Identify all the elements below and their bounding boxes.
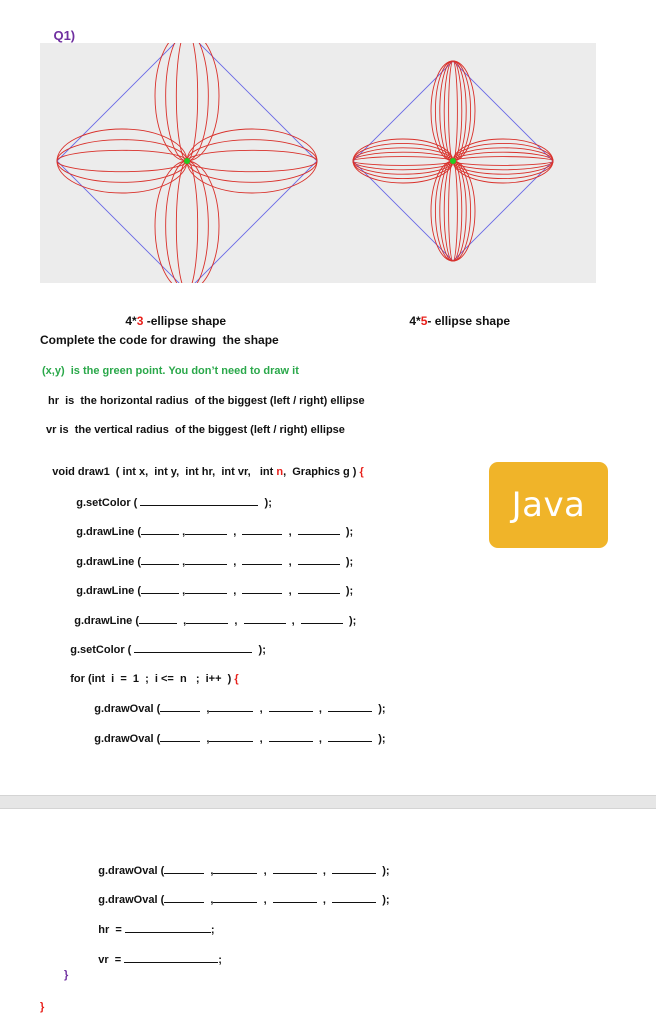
bottom-ellipse <box>444 161 462 261</box>
bottom-ellipse <box>449 161 458 261</box>
ellipse-shape-4x3 <box>57 43 317 283</box>
answer-blank[interactable] <box>209 702 253 712</box>
answer-blank[interactable] <box>185 584 227 594</box>
right-ellipse <box>187 129 317 193</box>
set-color-line-1: g.setColor ( ); <box>76 497 272 509</box>
java-badge <box>489 462 608 548</box>
left-ellipse <box>353 139 453 183</box>
green-center-point <box>184 158 190 164</box>
draw-line-1: g.drawLine ( , , , ); <box>76 526 354 538</box>
top-ellipse <box>166 43 209 161</box>
answer-blank[interactable] <box>141 525 179 535</box>
left-ellipse <box>353 143 453 178</box>
set-color-line-2: g.setColor ( ); <box>70 644 266 656</box>
for-loop-close-brace: } <box>64 969 69 981</box>
draw-line-4: g.drawLine ( , , , ); <box>74 615 357 627</box>
answer-blank[interactable] <box>242 555 282 565</box>
answer-blank[interactable] <box>141 555 179 565</box>
left-caption: 4*3 -ellipse shape <box>125 314 227 328</box>
bottom-ellipse <box>155 161 219 283</box>
answer-blank[interactable] <box>164 893 204 903</box>
hr-note: hr is the horizontal radius of the biggest (left / right) ellipse <box>48 395 365 407</box>
right-ellipse <box>453 152 553 170</box>
for-loop-header: for (int i = 1 ; i <= n ; i++ ) { <box>70 673 239 685</box>
answer-blank[interactable] <box>328 732 372 742</box>
answer-blank[interactable] <box>273 864 317 874</box>
answer-blank[interactable] <box>269 702 313 712</box>
top-ellipse <box>435 61 470 161</box>
ellipse-figure <box>40 43 596 283</box>
right-ellipse <box>453 157 553 166</box>
draw-oval-1: g.drawOval ( , , , ); <box>94 703 386 715</box>
answer-blank[interactable] <box>332 864 376 874</box>
right-ellipse <box>187 150 317 171</box>
draw-line-3: g.drawLine ( , , , ); <box>76 585 354 597</box>
answer-blank[interactable] <box>186 614 228 624</box>
answer-blank[interactable] <box>298 555 340 565</box>
java-badge-label: Java <box>511 485 586 525</box>
bottom-ellipse <box>176 161 197 283</box>
answer-blank[interactable] <box>141 584 179 594</box>
right-ellipse <box>187 140 317 183</box>
answer-blank[interactable] <box>134 643 252 653</box>
answer-blank[interactable] <box>160 732 200 742</box>
right-caption: 4*5- ellipse shape <box>409 314 511 328</box>
answer-blank[interactable] <box>209 732 253 742</box>
answer-blank[interactable] <box>140 496 258 506</box>
green-center-point <box>450 158 456 164</box>
answer-blank[interactable] <box>160 702 200 712</box>
draw-oval-3: g.drawOval ( , , , ); <box>98 865 390 877</box>
answer-blank[interactable] <box>298 584 340 594</box>
bottom-ellipse <box>435 161 470 261</box>
answer-blank[interactable] <box>273 893 317 903</box>
answer-blank[interactable] <box>242 584 282 594</box>
left-ellipse <box>57 140 187 183</box>
left-ellipse <box>57 129 187 193</box>
answer-blank[interactable] <box>269 732 313 742</box>
answer-blank[interactable] <box>332 893 376 903</box>
draw-oval-4: g.drawOval ( , , , ); <box>98 894 390 906</box>
right-ellipse <box>453 139 553 183</box>
top-ellipse <box>449 61 458 161</box>
draw-oval-2: g.drawOval ( , , , ); <box>94 733 386 745</box>
vr-note: vr is the vertical radius of the biggest (left / right) ellipse <box>46 424 345 436</box>
draw-line-2: g.drawLine ( , , , ); <box>76 556 354 568</box>
bottom-ellipse <box>166 161 209 283</box>
answer-blank[interactable] <box>244 614 286 624</box>
ellipse-figure-svg <box>40 43 596 283</box>
top-ellipse <box>431 61 475 161</box>
answer-blank[interactable] <box>242 525 282 535</box>
answer-blank[interactable] <box>125 923 211 933</box>
method-signature: void draw1 ( int x, int y, int hr, int vr, int n, Graphics g ) { <box>52 466 364 478</box>
hr-assignment: hr = ; <box>98 924 215 936</box>
top-ellipse <box>176 43 197 161</box>
top-ellipse <box>444 61 462 161</box>
answer-blank[interactable] <box>185 555 227 565</box>
answer-blank[interactable] <box>139 614 177 624</box>
ellipse-shape-4x5 <box>353 61 553 261</box>
instructions-heading: Complete the code for drawing the shape <box>40 333 279 347</box>
document-page-2 <box>0 808 656 1025</box>
vr-assignment: vr = ; <box>98 954 222 966</box>
green-point-note: (x,y) is the green point. You don’t need to draw it <box>42 365 299 377</box>
top-ellipse <box>155 43 219 161</box>
answer-blank[interactable] <box>301 614 343 624</box>
bottom-ellipse <box>431 161 475 261</box>
answer-blank[interactable] <box>213 864 257 874</box>
left-ellipse <box>353 157 453 166</box>
right-ellipse <box>453 143 553 178</box>
answer-blank[interactable] <box>328 702 372 712</box>
answer-blank[interactable] <box>213 893 257 903</box>
answer-blank[interactable] <box>124 953 218 963</box>
answer-blank[interactable] <box>298 525 340 535</box>
answer-blank[interactable] <box>164 864 204 874</box>
method-close-brace: } <box>40 1001 45 1013</box>
answer-blank[interactable] <box>185 525 227 535</box>
left-ellipse <box>353 152 453 170</box>
question-number: Q1) <box>53 28 76 43</box>
left-ellipse <box>57 150 187 171</box>
